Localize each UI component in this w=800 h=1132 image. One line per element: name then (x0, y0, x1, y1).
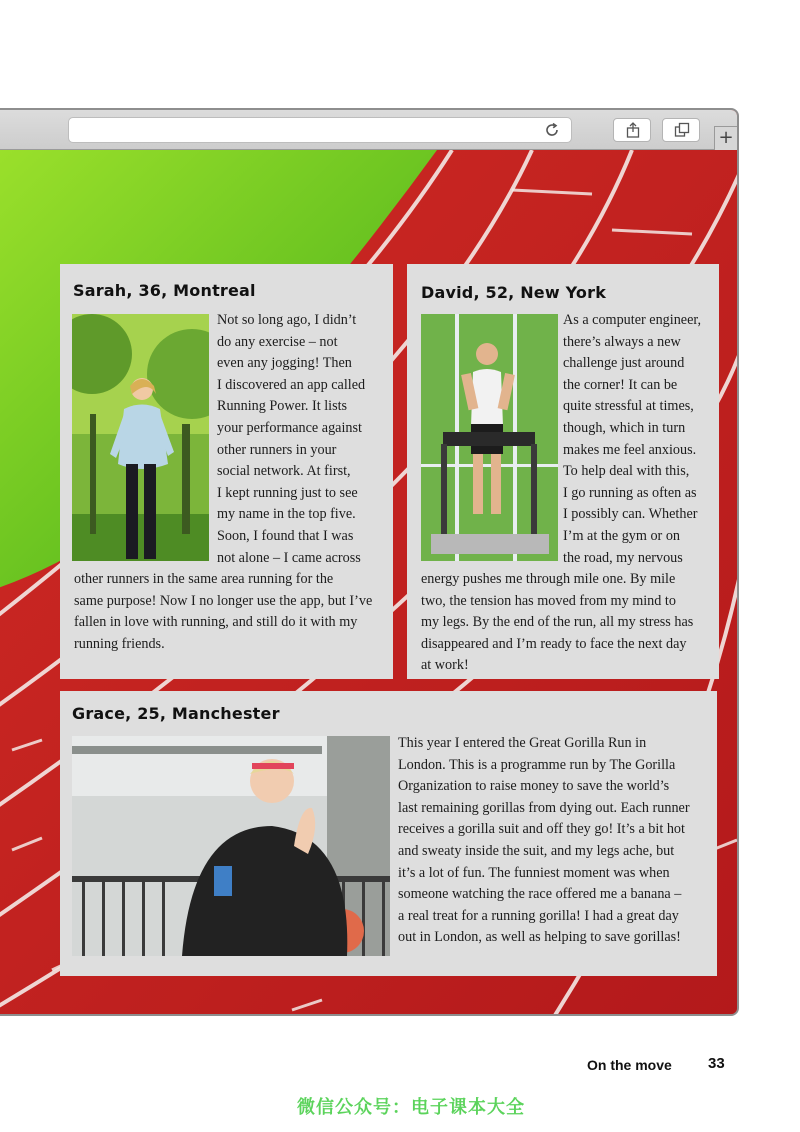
article-body-wrapped (563, 310, 717, 569)
address-bar[interactable] (68, 117, 572, 143)
text-line: quite stressful at times, (563, 398, 694, 415)
text-line: makes me feel anxious. (563, 441, 697, 458)
text-line: not alone – I came across (217, 549, 361, 566)
share-icon (625, 122, 641, 138)
text-line: fallen in love with running, and still do it with my (74, 614, 358, 631)
article-body-wrapped (217, 310, 389, 569)
david-photo (421, 314, 558, 561)
article-body (398, 733, 716, 949)
text-line: As a computer engineer, (563, 312, 702, 328)
text-line: This year I entered the Great Gorilla Run in (398, 735, 647, 751)
sarah-photo (72, 314, 209, 561)
text-line: Running Power. It lists (217, 398, 348, 415)
new-tab-button[interactable]: + (714, 126, 738, 150)
article-title: Sarah, 36, Montreal (73, 281, 256, 300)
text-line: out in London, as well as helping to save gorillas! (398, 929, 681, 946)
text-line: last remaining gorillas from dying out. Each runner (398, 799, 690, 816)
text-line: do any exercise – not (217, 333, 338, 350)
article-title: David, 52, New York (421, 283, 607, 302)
article-body-full (421, 569, 717, 677)
footer-section-label: On the move (587, 1057, 672, 1073)
text-line: receives a gorilla suit and off they go! It’s a bit hot (398, 821, 685, 838)
page-number: 33 (708, 1055, 725, 1072)
text-line: Not so long ago, I didn’t (217, 312, 357, 328)
text-line: there’s always a new (563, 333, 681, 350)
text-line: my name in the top five. (217, 506, 356, 523)
text-line: London. This is a programme run by The Gorilla (398, 756, 676, 773)
tabs-button[interactable] (662, 118, 700, 142)
text-line: challenge just around (563, 355, 685, 372)
text-line: Organization to raise money to save the world’s (398, 778, 670, 795)
text-line: and sweaty inside the suit, and my legs ache, but (398, 842, 675, 859)
text-line: someone watching the race offered me a banana – (398, 886, 682, 903)
text-line: though, which in turn (563, 419, 686, 436)
text-line: my legs. By the end of the run, all my stress has (421, 614, 694, 631)
article-title: Grace, 25, Manchester (72, 704, 280, 723)
text-line: Soon, I found that I was (217, 527, 354, 544)
article-card-sarah (60, 264, 393, 679)
text-line: I possibly can. Whether (563, 506, 698, 523)
text-line: social network. At first, (217, 463, 351, 480)
text-line: other runners in your (217, 441, 337, 458)
text-line: other runners in the same area running for the (74, 571, 334, 587)
browser-window (0, 108, 739, 1016)
text-line: two, the tension has moved from my mind to (421, 592, 676, 609)
text-line: disappeared and I’m ready to face the next day (421, 635, 687, 652)
text-line: even any jogging! Then (217, 355, 352, 372)
text-line: your performance against (217, 419, 362, 436)
text-line: a real treat for a running gorilla! I had a great day (398, 907, 679, 924)
text-line: at work! (421, 657, 469, 674)
watermark-text: 微信公众号：电子课本大全 (297, 1097, 525, 1118)
share-button[interactable] (613, 118, 651, 142)
text-line: running friends. (74, 635, 165, 652)
grace-photo (72, 736, 390, 956)
text-line: I discovered an app called (217, 376, 366, 393)
text-line: the road, my nervous (563, 549, 683, 566)
text-line: energy pushes me through mile one. By mile (421, 571, 676, 587)
reload-icon[interactable] (543, 121, 561, 139)
tabs-icon (674, 122, 690, 138)
text-line: To help deal with this, (563, 463, 690, 480)
article-card-grace (60, 691, 717, 976)
text-line: I go running as often as (563, 484, 697, 501)
text-line: it’s a lot of fun. The funniest moment was when (398, 864, 670, 881)
browser-toolbar (0, 110, 737, 150)
text-line: same purpose! Now I no longer use the app, but I’ve (74, 592, 373, 609)
text-line: the corner! It can be (563, 376, 678, 393)
text-line: I kept running just to see (217, 484, 358, 501)
article-card-david (407, 264, 719, 679)
text-line: I’m at the gym or on (563, 527, 681, 544)
article-body-full (74, 569, 392, 655)
